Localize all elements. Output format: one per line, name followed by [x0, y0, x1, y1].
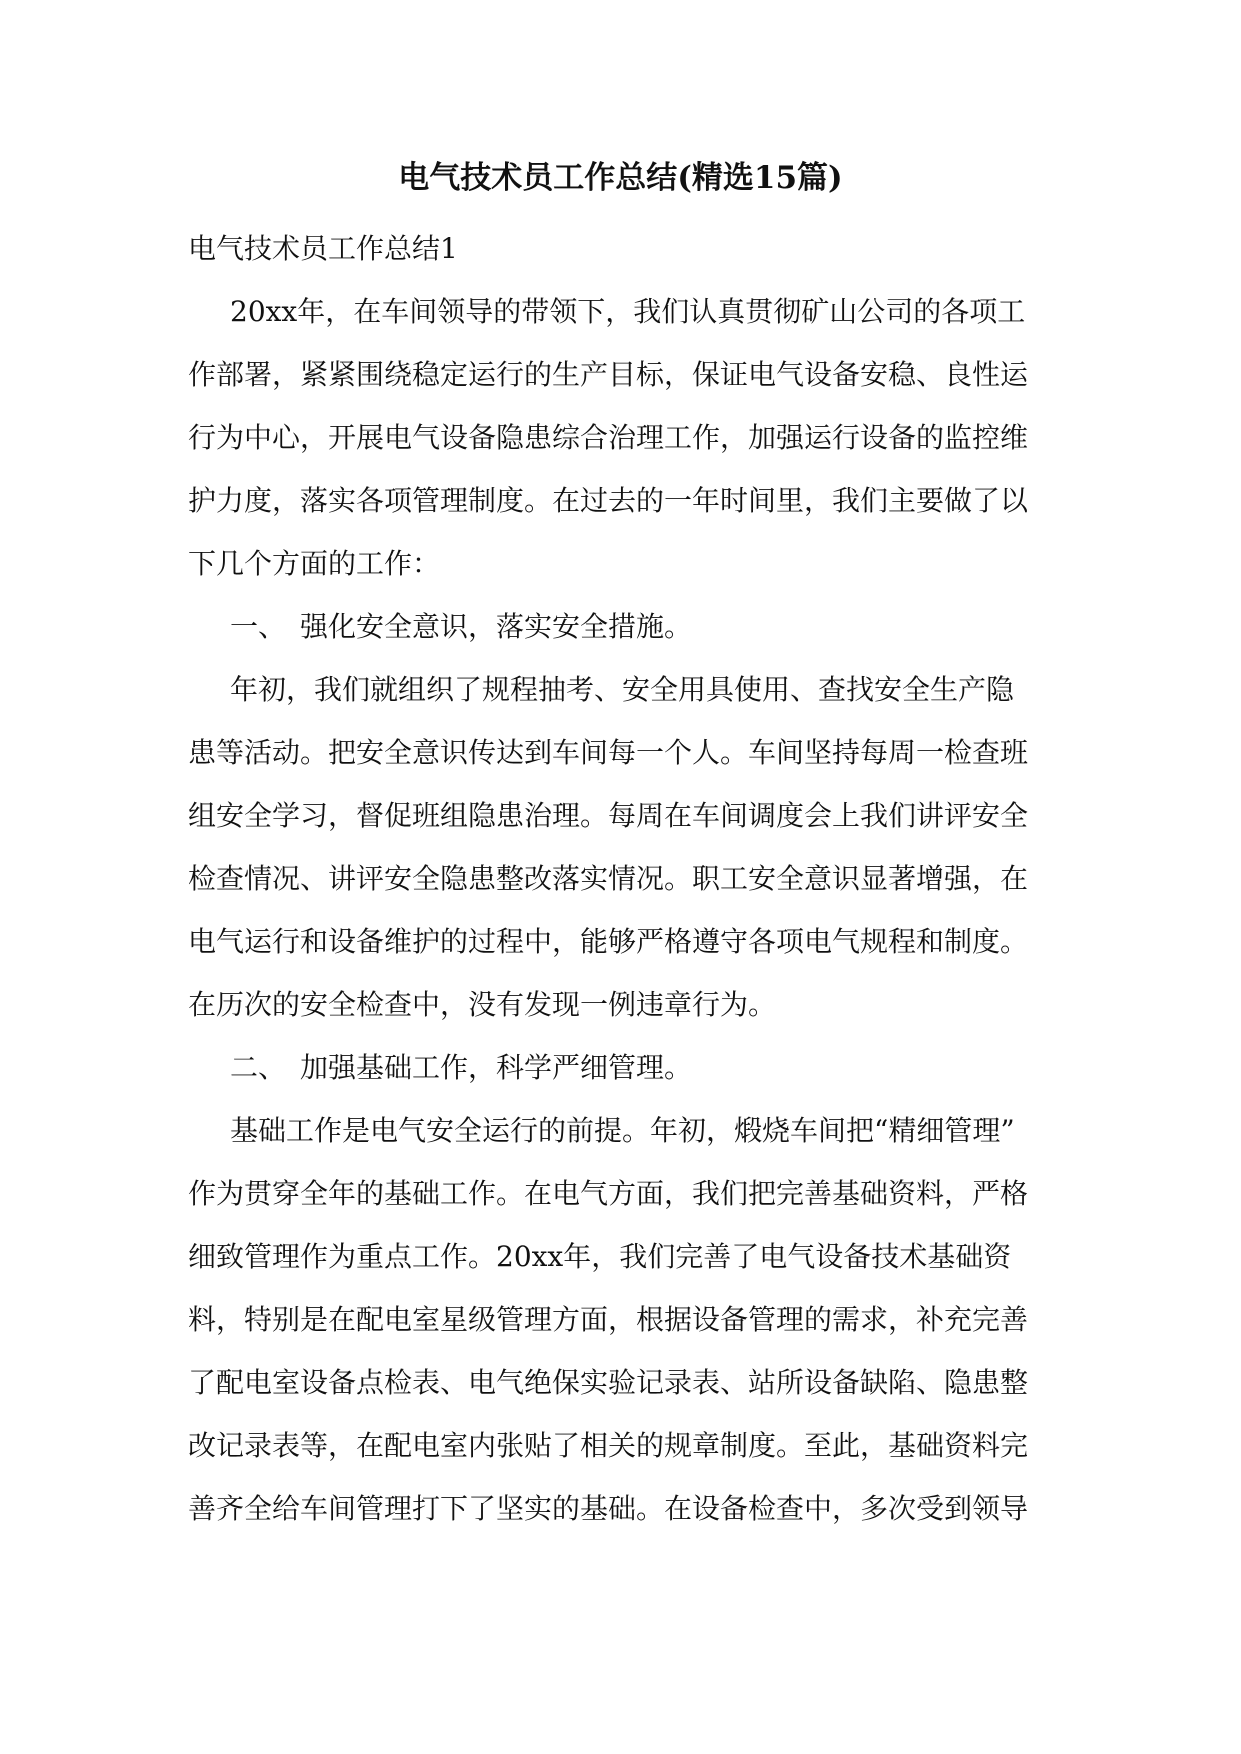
paragraph-line: 细致管理作为重点工作。20xx年，我们完善了电气设备技术基础资: [188, 1240, 1012, 1273]
paragraph-line: 护力度，落实各项管理制度。在过去的一年时间里，我们主要做了以: [188, 484, 1029, 517]
paragraph-line: 电气运行和设备维护的过程中，能够严格遵守各项电气规程和制度。: [188, 925, 1029, 958]
paragraph-line: 料，特别是在配电室星级管理方面，根据设备管理的需求，补充完善: [188, 1303, 1029, 1336]
paragraph-line: 改记录表等，在配电室内张贴了相关的规章制度。至此，基础资料完: [188, 1429, 1029, 1462]
paragraph-line: 基础工作是电气安全运行的前提。年初，煅烧车间把“精细管理”: [230, 1114, 1015, 1147]
paragraph-line: 检查情况、讲评安全隐患整改落实情况。职工安全意识显著增强，在: [188, 862, 1029, 895]
paragraph-line: 在历次的安全检查中，没有发现一例违章行为。: [188, 988, 777, 1021]
paragraph-line: 作为贯穿全年的基础工作。在电气方面，我们把完善基础资料，严格: [188, 1177, 1029, 1210]
section-subtitle: 电气技术员工作总结1: [188, 232, 458, 265]
paragraph-line: 行为中心，开展电气设备隐患综合治理工作，加强运行设备的监控维: [188, 421, 1029, 454]
paragraph-line: 作部署，紧紧围绕稳定运行的生产目标，保证电气设备安稳、良性运: [188, 358, 1029, 391]
paragraph-line: 20xx年，在车间领导的带领下，我们认真贯彻矿山公司的各项工: [230, 295, 1026, 328]
paragraph-line: 年初，我们就组织了规程抽考、安全用具使用、查找安全生产隐: [230, 673, 1015, 706]
section-heading-1: 一、 强化安全意识，落实安全措施。: [230, 610, 693, 643]
section-heading-2: 二、 加强基础工作，科学严细管理。: [230, 1051, 693, 1084]
document-body: [188, 229, 1068, 1552]
paragraph-line: 患等活动。把安全意识传达到车间每一个人。车间坚持每周一检查班: [188, 736, 1029, 769]
paragraph-line: 善齐全给车间管理打下了坚实的基础。在设备检查中，多次受到领导: [188, 1492, 1029, 1525]
paragraph-line: 了配电室设备点检表、电气绝保实验记录表、站所设备缺陷、隐患整: [188, 1366, 1029, 1399]
paragraph-line: 组安全学习，督促班组隐患治理。每周在车间调度会上我们讲评安全: [188, 799, 1029, 832]
paragraph-line: 下几个方面的工作：: [188, 547, 441, 580]
document-title: 电气技术员工作总结(精选15篇): [398, 160, 843, 196]
